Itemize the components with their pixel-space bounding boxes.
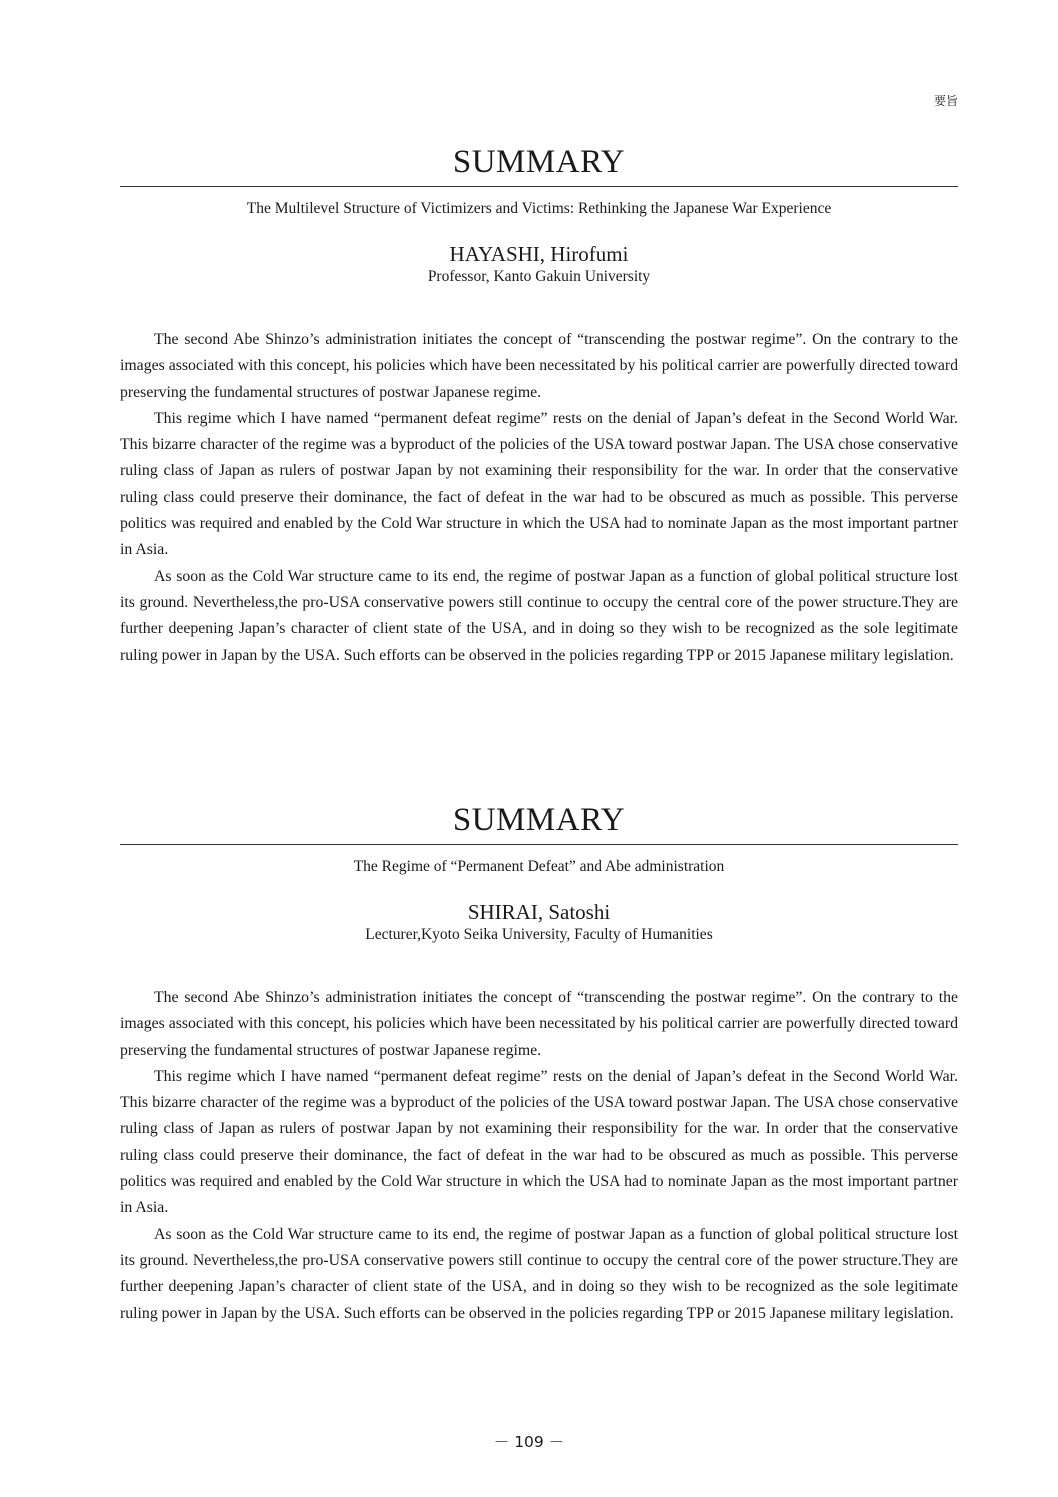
summary-section-2 (120, 798, 958, 1327)
paragraph: The second Abe Shinzo’s administration initiates the concept of “transcending the postwar regime”. On the contrary to the images associated with this concept, his policies which have been necessitated by his political carrier are powerfully directed toward preserving the fundamental structures of postwar Japanese regime. (120, 331, 958, 401)
title-rule (120, 186, 958, 187)
paragraph: As soon as the Cold War structure came to its end, the regime of postwar Japan as a function of global political structure lost its ground. Nevertheless,the pro-USA conservative powers still continue to occupy the central core of the power structure.They are further deepening Japan’s character of client state of the USA, and in doing so they wish to be recognized as the sole legitimate ruling power in Japan by the USA. Such efforts can be observed in the policies regarding TPP or 2015 Japanese military legislation. (120, 567, 958, 664)
paragraph: The second Abe Shinzo’s administration initiates the concept of “transcending the postwar regime”. On the contrary to the images associated with this concept, his policies which have been necessitated by his political carrier are powerfully directed toward preserving the fundamental structures of postwar Japanese regime. (120, 989, 958, 1059)
paragraph: As soon as the Cold War structure came to its end, the regime of postwar Japan as a function of global political structure lost its ground. Nevertheless,the pro-USA conservative powers still continue to occupy the central core of the power structure.They are further deepening Japan’s character of client state of the USA, and in doing so they wish to be recognized as the sole legitimate ruling power in Japan by the USA. Such efforts can be observed in the policies regarding TPP or 2015 Japanese military legislation. (120, 1225, 958, 1322)
page-number: － 109 － (493, 1433, 565, 1451)
running-header: 要旨 (933, 94, 958, 108)
author-affiliation: Professor, Kanto Gakuin University (427, 268, 651, 285)
title-rule (120, 844, 958, 845)
article-subtitle: The Multilevel Structure of Victimizers and Victims: Rethinking the Japanese War Experience (246, 200, 832, 217)
author-name: HAYASHI, Hirofumi (449, 242, 629, 266)
summary-section-1 (120, 140, 958, 669)
article-subtitle: The Regime of “Permanent Defeat” and Abe administration (353, 858, 725, 875)
author-affiliation: Lecturer,Kyoto Seika University, Faculty of Humanities (365, 926, 713, 943)
summary-body (120, 985, 958, 1327)
summary-title: SUMMARY (452, 144, 626, 180)
summary-title: SUMMARY (452, 802, 626, 838)
author-name: SHIRAI, Satoshi (467, 900, 611, 924)
paragraph: This regime which I have named “permanent defeat regime” rests on the denial of Japan’s defeat in the Second World War. This bizarre character of the regime was a byproduct of the policies of the USA toward postwar Japan. The USA chose conservative ruling class of Japan as rulers of postwar Japan by not examining their responsibility for the war. In order that the conservative ruling class could preserve their dominance, the fact of defeat in the war had to be obscured as much as possible. This perverse politics was required and enabled by the Cold War structure in which the USA had to nominate Japan as the most important partner in Asia. (120, 409, 958, 559)
paragraph: This regime which I have named “permanent defeat regime” rests on the denial of Japan’s defeat in the Second World War. This bizarre character of the regime was a byproduct of the policies of the USA toward postwar Japan. The USA chose conservative ruling class of Japan as rulers of postwar Japan by not examining their responsibility for the war. In order that the conservative ruling class could preserve their dominance, the fact of defeat in the war had to be obscured as much as possible. This perverse politics was required and enabled by the Cold War structure in which the USA had to nominate Japan as the most important partner in Asia. (120, 1067, 958, 1217)
summary-body (120, 327, 958, 669)
